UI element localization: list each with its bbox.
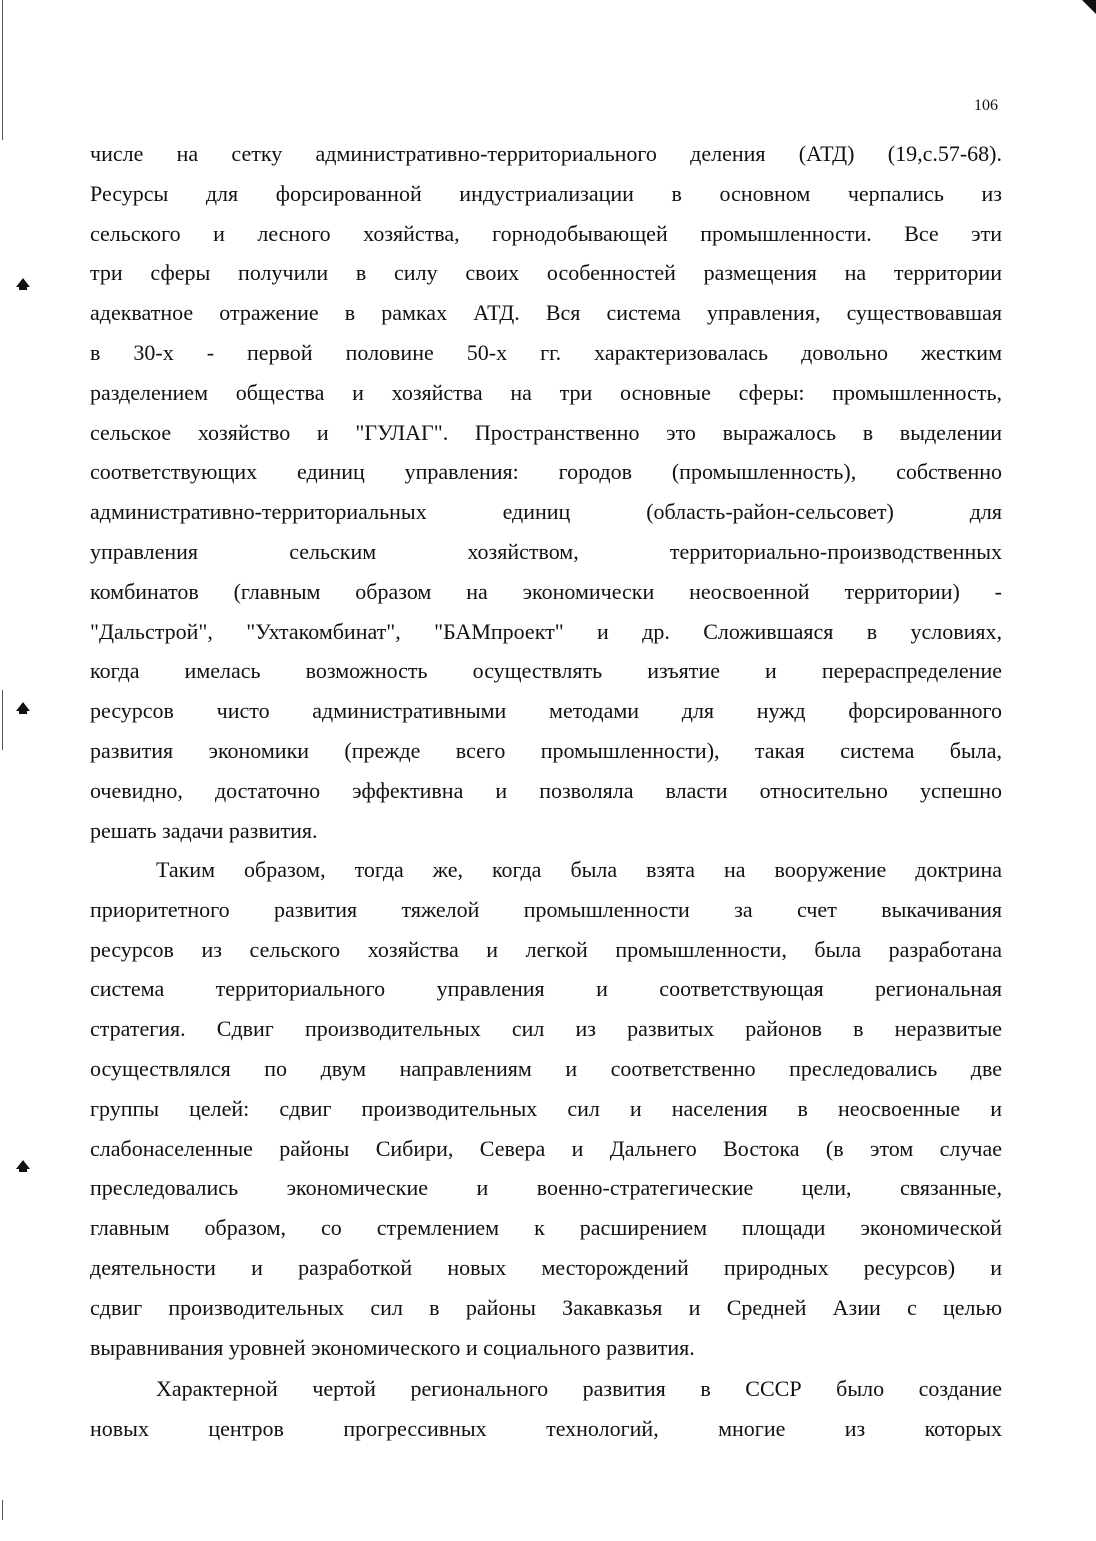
text-line: административно-территориальных единиц (область-район-сельсовет) для [90,499,1002,525]
text-line: сельского и лесного хозяйства, горнодобывающей промышленности. Все эти [90,220,1002,246]
text-line: разделением общества и хозяйства на три основные сферы: промышленность, [90,379,1002,405]
text-line: приоритетного развития тяжелой промышленности за счет выкачивания [90,896,1002,922]
text-line: система территориального управления и соответствующая региональная [90,976,1002,1002]
text-line: Таким образом, тогда же, когда была взята на вооружение доктрина [156,857,1002,882]
binding-hole-mark [16,278,30,287]
text-line: числе на сетку административно-территориального деления (АТД) (19,с.57-68). [90,141,1002,166]
scan-edge-line [2,690,3,750]
binding-hole-mark [16,702,30,711]
text-line: соответствующих единиц управления: городов (промышленность), собственно [90,459,1002,485]
scan-edge-line [2,1500,3,1520]
text-line: "Дальстрой", "Ухтакомбинат", "БАМпроект" и др. Сложившаяся в условиях, [90,618,1002,644]
text-line: слабонаселенные районы Сибири, Севера и Дальнего Востока (в этом случае [90,1135,1002,1161]
paragraph-2 [90,850,1002,1367]
binding-hole-mark [16,1160,30,1169]
text-line: Характерной чертой регионального развития в СССР было создание [156,1376,1002,1401]
text-line: выравнивания уровней экономического и социального развития. [90,1334,695,1360]
text-line: управления сельским хозяйством, территориально-производственных [90,538,1002,564]
text-line: главным образом, со стремлением к расширением площади экономической [90,1215,1002,1241]
text-line: ресурсов чисто административными методами для нужд форсированного [90,698,1002,724]
text-line: сдвиг производительных сил в районы Закавказья и Средней Азии с целью [90,1294,1002,1320]
text-line: группы целей: сдвиг производительных сил и населения в неосвоенные и [90,1095,1002,1121]
text-line: Ресурсы для форсированной индустриализации в основном черпались из [90,180,1002,206]
text-line: новых центров прогрессивных технологий, многие из которых [90,1415,1002,1441]
text-line: три сферы получили в силу своих особенностей размещения на территории [90,260,1002,286]
paragraph-3 [90,1369,1002,1449]
text-line: в 30-х - первой половине 50-х гг. характеризовалась довольно жестким [90,339,1002,365]
text-line: сельское хозяйство и "ГУЛАГ". Пространственно это выражалось в выделении [90,419,1002,445]
text-line: развития экономики (прежде всего промышленности), такая система была, [90,737,1002,763]
text-line: адекватное отражение в рамках АТД. Вся система управления, существовавшая [90,300,1002,326]
text-line: очевидно, достаточно эффективна и позволяла власти относительно успешно [90,777,1002,803]
text-line: комбинатов (главным образом на экономически неосвоенной территории) - [90,578,1002,604]
scan-corner-mark [1082,0,1096,14]
text-line: стратегия. Сдвиг производительных сил из развитых районов в неразвитые [90,1016,1002,1042]
text-line: когда имелась возможность осуществлять изъятие и перераспределение [90,658,1002,684]
page-number: 106 [974,97,998,114]
text-line: ресурсов из сельского хозяйства и легкой промышленности, была разработана [90,936,1002,962]
text-line: решать задачи развития. [90,817,318,843]
text-line: преследовались экономические и военно-стратегические цели, связанные, [90,1175,1002,1201]
scan-edge-line [2,0,3,140]
paragraph-1 [90,134,1002,850]
text-line: осуществлялся по двум направлениям и соответственно преследовались две [90,1055,1002,1081]
text-line: деятельности и разработкой новых месторождений природных ресурсов) и [90,1254,1002,1280]
